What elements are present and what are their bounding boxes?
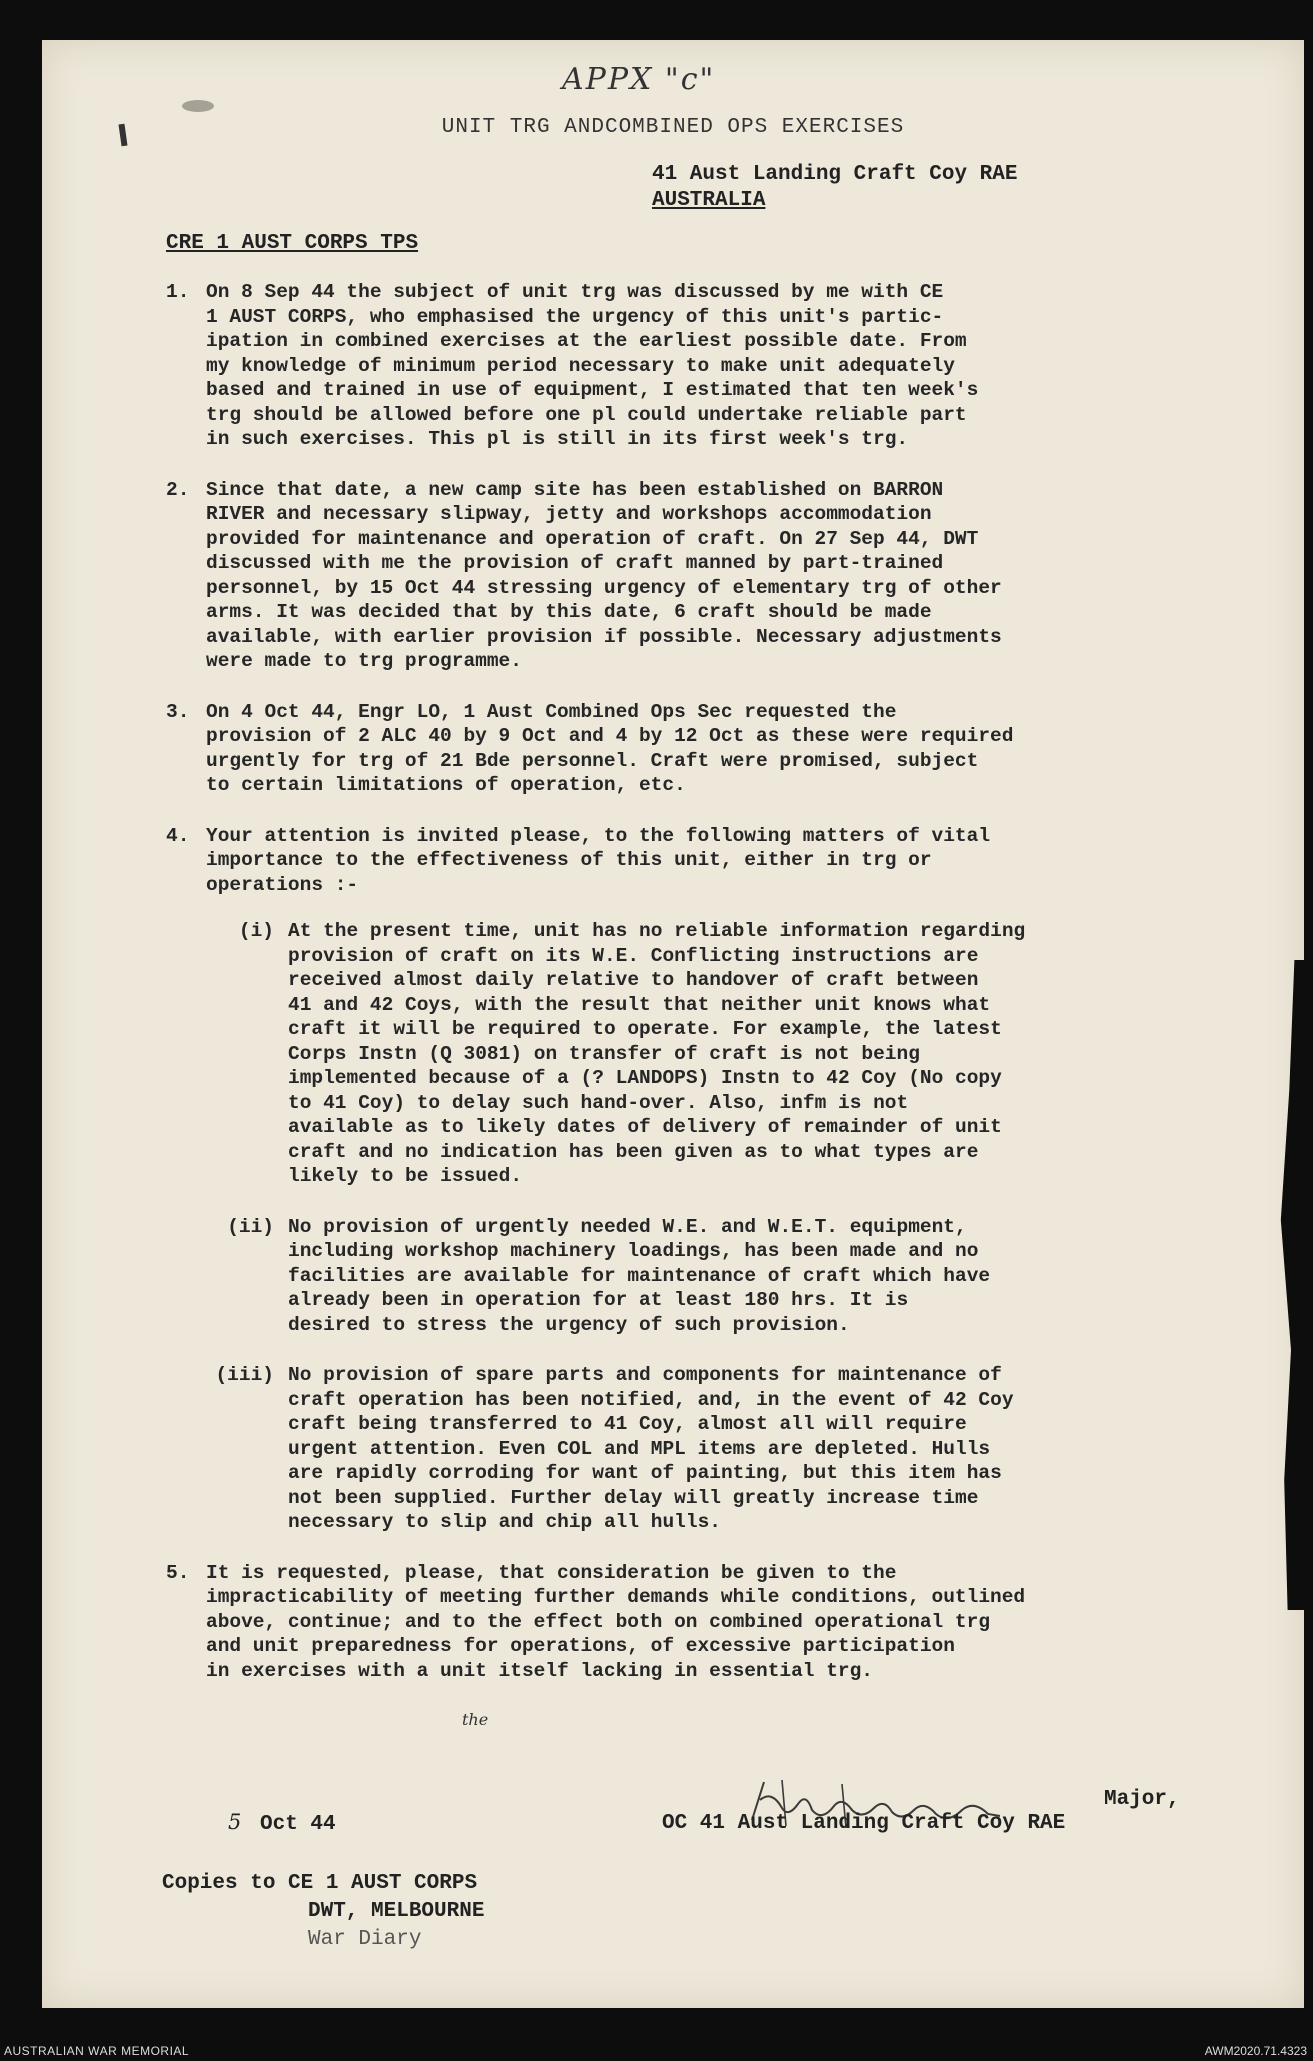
signatory-title: OC 41 Aust Landing Craft Coy RAE (662, 1812, 1066, 1835)
paragraph-2 (166, 478, 1286, 674)
paragraph-text: On 8 Sep 44 the subject of unit trg was discussed by me with CE 1 AUST CORPS, who emphasised the urgency of this unit's partic- ipation in combined exercises at the earliest possible date. From my knowledge of minimum period necessary to make unit adequately based and trained in use of equipment, I estimated that ten week's trg should be allowed before one pl could undertake reliable part in such exercises. This pl is still in its first week's trg. (206, 281, 979, 450)
copies-recipient: War Diary (308, 1928, 422, 1951)
unit-country: AUSTRALIA (652, 189, 766, 212)
subparagraph-number: (ii) (227, 1215, 274, 1238)
paragraph-number: 5. (166, 1561, 190, 1584)
paragraph-text: Since that date, a new camp site has been established on BARRON RIVER and necessary slipway, jetty and workshops accommodation provided for maintenance and operation of craft. On 27 Sep 44, DWT discussed with me the provision of craft manned by part-trained personnel, by 15 Oct 44 stressing urgency of elementary trg of other arms. It was decided that by this date, 6 craft should be made available, with earlier provision if possible. Necessary adjustments were made to trg programme. (206, 478, 1002, 672)
copies-recipient: DWT, MELBOURNE (308, 1900, 485, 1923)
paragraph-text: On 4 Oct 44, Engr LO, 1 Aust Combined Ops Sec requested the provision of 2 ALC 40 by 9 Oct and 4 by 12 Oct as these were required urgently for trg of 21 Bde personnel. Craft were promised, subject to certain limitations of operation, etc. (206, 700, 1014, 796)
subparagraph-text: No provision of spare parts and components for maintenance of craft operation has been notified, and, in the event of 42 Coy craft being transferred to 41 Coy, almost all will require urgent attention. Even COL and MPL items are depleted. Hulls are rapidly corroding for want of painting, but this item has not been supplied. Further delay will greatly increase time necessary to slip and chip all hulls. (288, 1364, 1014, 1533)
paragraph-3 (166, 700, 1286, 798)
paragraph-number: 4. (166, 824, 190, 847)
handwritten-insert: the (462, 1710, 489, 1729)
handwritten-day: 5 (228, 1810, 242, 1834)
footer-reference: AWM2020.71.4323 (1204, 2044, 1307, 2058)
unit-name: 41 Aust Landing Craft Coy RAE (652, 163, 1018, 186)
subparagraph-text: No provision of urgently needed W.E. and W.E.T. equipment, including workshop machinery loadings, has been made and no facilities are available for maintenance of craft which have already been in operation for at least 180 hrs. It is desired to stress the urgency of such provision. (288, 1215, 991, 1336)
paragraph-1 (166, 280, 1286, 452)
footer-institution: AUSTRALIAN WAR MEMORIAL (4, 2044, 190, 2058)
distribution-list (162, 1870, 484, 1954)
document-page (42, 40, 1304, 2008)
subparagraph-text: At the present time, unit has no reliable information regarding provision of craft on its W.E. Conflicting instructions are received almost daily relative to handover of craft between 41 and 42 Coys, with the result that neither unit knows what craft it will be required to operate. For example, the latest Corps Instn (Q 3081) on transfer of craft is not being implemented because of a (? LANDOPS) Instn to 42 Coy (No copy to 41 Coy) to delay such hand-over. Also, infm is not available as to likely dates of delivery of remainder of unit craft and no indication has been given as to what types are likely to be issued. (288, 920, 1026, 1187)
document-date (228, 1810, 336, 1836)
unit-header (652, 162, 1017, 214)
paragraph-4 (166, 824, 1286, 898)
paragraph-number: 3. (166, 700, 190, 723)
subparagraph-number: (i) (238, 920, 274, 942)
paragraph-text: It is requested, please, that consideration be given to the impracticability of meeting further demands while conditions, outlined above, continue; and to the effect both on combined operational trg and unit preparedness for operations, of excessive participation in exercises with a unit itself lacking in essential trg. (206, 1561, 1026, 1682)
archive-footer (0, 2039, 1313, 2061)
subparagraph-number: (iii) (215, 1364, 274, 1386)
subparagraph-iii (206, 1363, 1286, 1535)
handwritten-appendix-label: APPX "c" (562, 62, 716, 97)
document-title: UNIT TRG ANDCOMBINED OPS EXERCISES (441, 116, 905, 139)
paragraph-number: 2. (166, 478, 190, 501)
copies-to-line (162, 1870, 484, 1898)
paragraph-5 (166, 1561, 1286, 1684)
date-month-year: Oct 44 (259, 1813, 336, 1836)
copies-recipient: CE 1 AUST CORPS (288, 1872, 478, 1895)
document-body (166, 280, 1286, 1709)
addressee: CRE 1 AUST CORPS TPS (166, 232, 419, 255)
paragraph-number: 1. (166, 281, 190, 303)
subparagraph-ii (206, 1215, 1286, 1338)
subparagraph-i (206, 919, 1286, 1189)
ink-smudge (182, 100, 214, 112)
signatory-rank: Major, (1104, 1788, 1180, 1811)
paragraph-text: Your attention is invited please, to the following matters of vital importance to the effectiveness of this unit, either in trg or operations :- (206, 824, 991, 896)
copies-label: Copies to (162, 1872, 276, 1895)
